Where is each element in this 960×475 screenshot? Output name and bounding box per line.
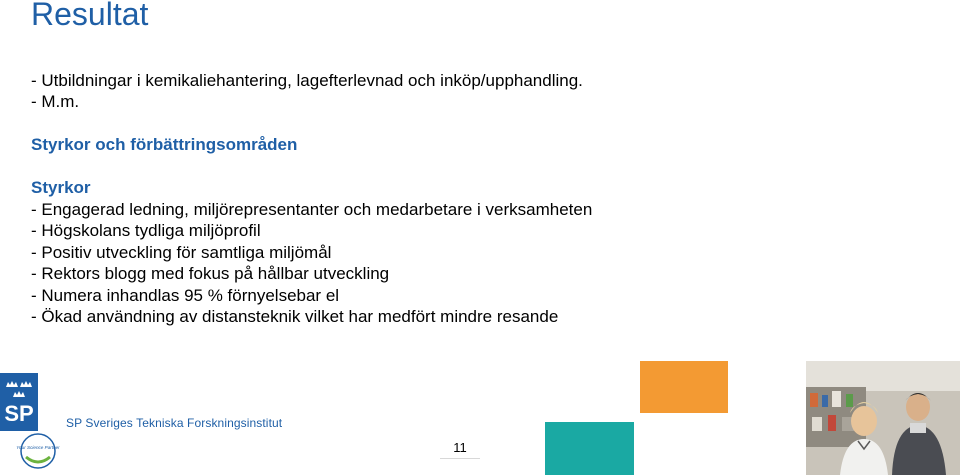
strength-item: - Engagerad ledning, miljörepresentanter och medarbetare i verksamheten [31, 199, 593, 219]
badge-text: Your Science Partner [16, 445, 60, 450]
strengths-heading: Styrkor [31, 178, 91, 197]
page-number-divider [440, 458, 480, 459]
intro-list [31, 70, 583, 112]
strength-item: - Numera inhandlas 95 % förnyelsebar el [31, 285, 340, 305]
logo-text: SP [4, 401, 34, 426]
slide-title: Resultat [31, 0, 149, 32]
lab-photo [806, 361, 960, 475]
page-number: 11 [453, 440, 467, 455]
strength-item: - Rektors blogg med fokus på hållbar utveckling [31, 264, 390, 283]
photo-ceiling [806, 361, 960, 391]
intro-line: - M.m. [31, 92, 80, 111]
teal-color-block [545, 422, 634, 475]
section-heading: Styrkor och förbättringsområden [31, 135, 298, 154]
intro-line: - Utbildningar i kemikaliehantering, lagefterlevnad och inköp/upphandling. [31, 71, 583, 90]
orange-color-block [640, 361, 728, 413]
strength-item: - Högskolans tydliga miljöprofil [31, 221, 261, 240]
sp-logo [0, 373, 62, 469]
strengths-list [31, 177, 592, 328]
organization-name: SP Sveriges Tekniska Forskningsinstitut [66, 416, 283, 430]
strength-item: - Ökad användning av distansteknik vilket har medfört mindre resande [31, 307, 559, 326]
strength-item: - Positiv utveckling för samtliga miljömål [31, 242, 332, 262]
